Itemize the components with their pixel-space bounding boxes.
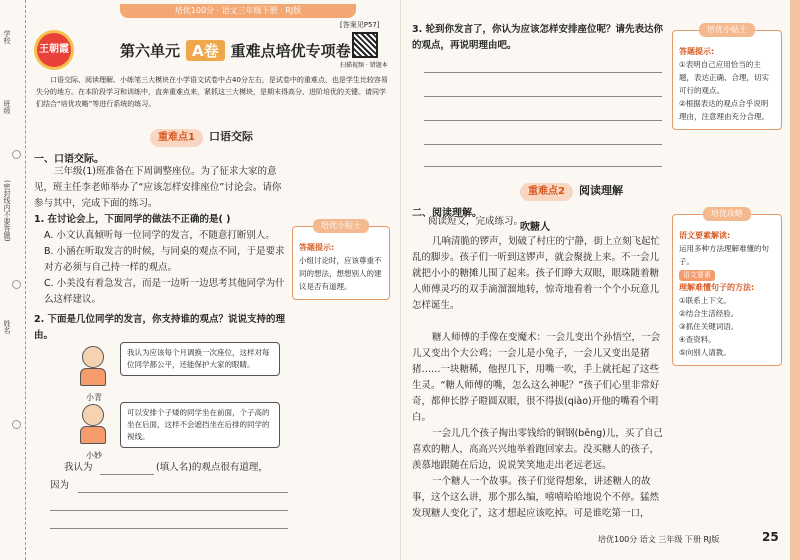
tip-title-1: 培优小贴士 xyxy=(313,219,369,233)
tip-method: ③抓住关键词语。 xyxy=(679,322,739,331)
passage-paragraph: 几响清脆的锣声，划破了村庄的宁静，街上立刻飞起忙乱的脚步。孩子们一听到这锣声，就会聚拢上来。不一会儿就把小小的糖摊儿围了起来。孩子们睁大双眼，眼珠随着糖人师傅灵巧的双手滴溜溜地转，惊奇地看着一个个小玩意儿怎样诞生。 xyxy=(412,236,661,311)
tip-box-2 xyxy=(672,25,782,130)
answer-line[interactable] xyxy=(424,72,662,73)
answer-line[interactable] xyxy=(50,510,288,511)
binding-hole xyxy=(12,280,21,289)
answer-line[interactable] xyxy=(424,120,662,121)
reading-intro: 阅读短文，完成练习。 xyxy=(428,216,524,227)
speech-bubble-2: 可以安排个子矮的同学坐在前面，个子高的坐在后面，这样不会遮挡坐在后排的同学的视线。 xyxy=(120,402,280,448)
answer-line[interactable] xyxy=(78,492,288,493)
oral-question-title: 一、口语交际。 xyxy=(34,154,104,165)
tip-method: ②结合生活经验。 xyxy=(679,309,739,318)
answer-mid: (填人名)的观点很有道理， xyxy=(156,462,268,473)
binding-name: 姓名 xyxy=(3,320,11,334)
option-a: A. 小文认真倾听每一位同学的发言，不随意打断别人。 xyxy=(44,230,275,241)
top-banner: 培优100分 · 语文三年级下册 · RJ版 xyxy=(120,4,356,18)
binding-class: 班级 xyxy=(3,100,11,114)
answer-line[interactable] xyxy=(424,96,662,97)
binding-hole xyxy=(12,420,21,429)
binding-strip xyxy=(0,0,26,560)
option-c: C. 小美没有着急发言，而是一边听一边思考其他同学为什么这样建议。 xyxy=(44,278,285,305)
passage-paragraph: 一会儿几个孩子掏出零钱给的铜钢(bēng)儿，买了自己喜欢的糖人，高高兴兴地举着跑回家去。没买糖人的孩子，羡慕地跟随在后边，说说笑笑地走出老远老远。 xyxy=(412,428,663,471)
tip-method-title: 理解难懂句子的方法: xyxy=(679,283,755,292)
answer-reference: [答案见P57] xyxy=(340,21,380,29)
section-reading xyxy=(520,182,623,200)
passage-paragraph: 糖人师傅的手像在变魔术：一会儿变出个孙悟空，一会儿又变出个大公鸡；一会儿是小兔子，一会儿又变出是猪猪……一块糖稀，他捏几下，用嘴一吹，手上就托起了这些生灵。“糖人师傅的嘴，怎么这么神呢？”孩子们心里非常好奇，都伸长脖子瞪圆双眼，很不得拔(qiào)开他的嘴看个明白。 xyxy=(412,332,661,423)
kid-xiaomiao-icon xyxy=(78,404,108,448)
binding-warning: (密封线内不要答题) xyxy=(3,180,11,242)
unit-prefix: 第六单元 xyxy=(120,42,181,60)
tip-sub-3: 语文要素解读: xyxy=(679,231,731,240)
tip-title-3: 培优攻略 xyxy=(703,207,751,221)
unit-name: 重难点培优专项卷 xyxy=(230,42,351,60)
section-reading-title: 阅读理解 xyxy=(578,184,623,197)
tip-sub-1: 答题提示: xyxy=(299,243,335,252)
name-blank[interactable] xyxy=(100,474,154,475)
binding-school: 学校 xyxy=(3,30,11,44)
tip-method: ④查资料。 xyxy=(679,335,716,344)
answer-line[interactable] xyxy=(424,166,662,167)
answer-because: 因为 xyxy=(50,480,70,491)
passage-title: 吹糖人 xyxy=(520,222,550,233)
section-reading-pill: 重难点2 xyxy=(520,183,573,201)
answer-line[interactable] xyxy=(424,144,662,145)
kid-name-1: 小青 xyxy=(86,393,102,402)
passage-paragraph: 一个糖人一个故事。孩子们觉得想象，讲述糖人的故事，这个这么讲，那个那么编，嘻嘻哈哈地说个不停。猛然发现糖人变化了，这才想起应该吃掉。可是谁吃第一口， xyxy=(412,476,660,519)
tip-method: ⑤向别人请教。 xyxy=(679,348,731,357)
oral-context: 三年级(1)班准备在下周调整座位。为了征求大家的意见，班主任李老师举办了“应该怎样安排座位”讨论会。请你参与其中，完成下面的练习。 xyxy=(34,166,282,209)
section-oral-title: 口语交际 xyxy=(208,130,253,143)
tip-label: 语文要素 xyxy=(679,270,715,281)
answer-prefix: 我认为 xyxy=(64,462,93,473)
kid-xiaoqing-icon xyxy=(78,346,108,390)
tip-title-2: 培优小贴士 xyxy=(699,23,755,37)
page-edge xyxy=(790,0,800,560)
unit-badge: A卷 xyxy=(186,40,225,61)
question-3: 3. 轮到你发言了，你认为应该怎样安排座位呢？请先表达你的观点，再说明理由吧。 xyxy=(412,24,664,51)
question-2: 2. 下面是几位同学的发言，你支持谁的观点？说说支持的理由。 xyxy=(34,314,286,341)
qr-code-icon[interactable] xyxy=(352,32,378,58)
tip-item: ②根据表达的观点合乎说明理由，注意理由充分合理。 xyxy=(679,99,769,121)
tip-sub-2: 答题提示: xyxy=(679,47,715,56)
answer-line[interactable] xyxy=(50,528,288,529)
question-1: 1. 在讨论会上，下面同学的做法不正确的是( ) xyxy=(34,214,231,225)
brand-logo: 王朝霞 xyxy=(34,30,74,70)
footer-info: 培优100分 语文 三年级 下册 RJ版 xyxy=(598,535,720,544)
binding-hole xyxy=(12,150,21,159)
unit-title xyxy=(120,40,351,61)
tip-text-3: 运用多种方法理解难懂的句子。 xyxy=(679,244,769,266)
column-divider xyxy=(400,0,401,560)
tip-method: ①联系上下文。 xyxy=(679,296,731,305)
section-oral-pill: 重难点1 xyxy=(150,129,203,147)
tip-box-3 xyxy=(672,209,782,366)
page-number: 25 xyxy=(762,530,779,544)
tip-box-1 xyxy=(292,221,390,300)
speech-bubble-1: 我认为应该每个月调换一次座位，这样对每位同学都公平，还能保护大家的眼睛。 xyxy=(120,342,280,376)
tip-item: ①表明自己应用恰当的主题，表达正确、合理，切实可行的观点。 xyxy=(679,60,769,95)
intro-text: 口语交际、阅读理解、小练笔三大模块在小学语文试卷中占40分左右，是试卷中的重难点，也是学生比较容易失分的地方。在本阶段学习和训练中，直奔重难点来，紧抓这三大模块，是期末得高分、进阶培优的关键。请同学们结合“培优攻略”等进行系统的练习。 xyxy=(36,76,388,108)
section-oral xyxy=(150,128,253,146)
kid-name-2: 小妙 xyxy=(86,451,102,460)
reading-question-title: 二、阅读理解。 xyxy=(412,208,482,219)
tip-text-1: 小组讨论时，应该尊重不同的想法，想想别人的建议是否有道理。 xyxy=(299,256,382,291)
qr-caption: 扫描视频 · 错题本 xyxy=(340,62,388,69)
option-b: B. 小涵在听取发言的时候，与同桌的观点不同，于是要求对方必须与自己持一样的观点。 xyxy=(44,246,285,273)
